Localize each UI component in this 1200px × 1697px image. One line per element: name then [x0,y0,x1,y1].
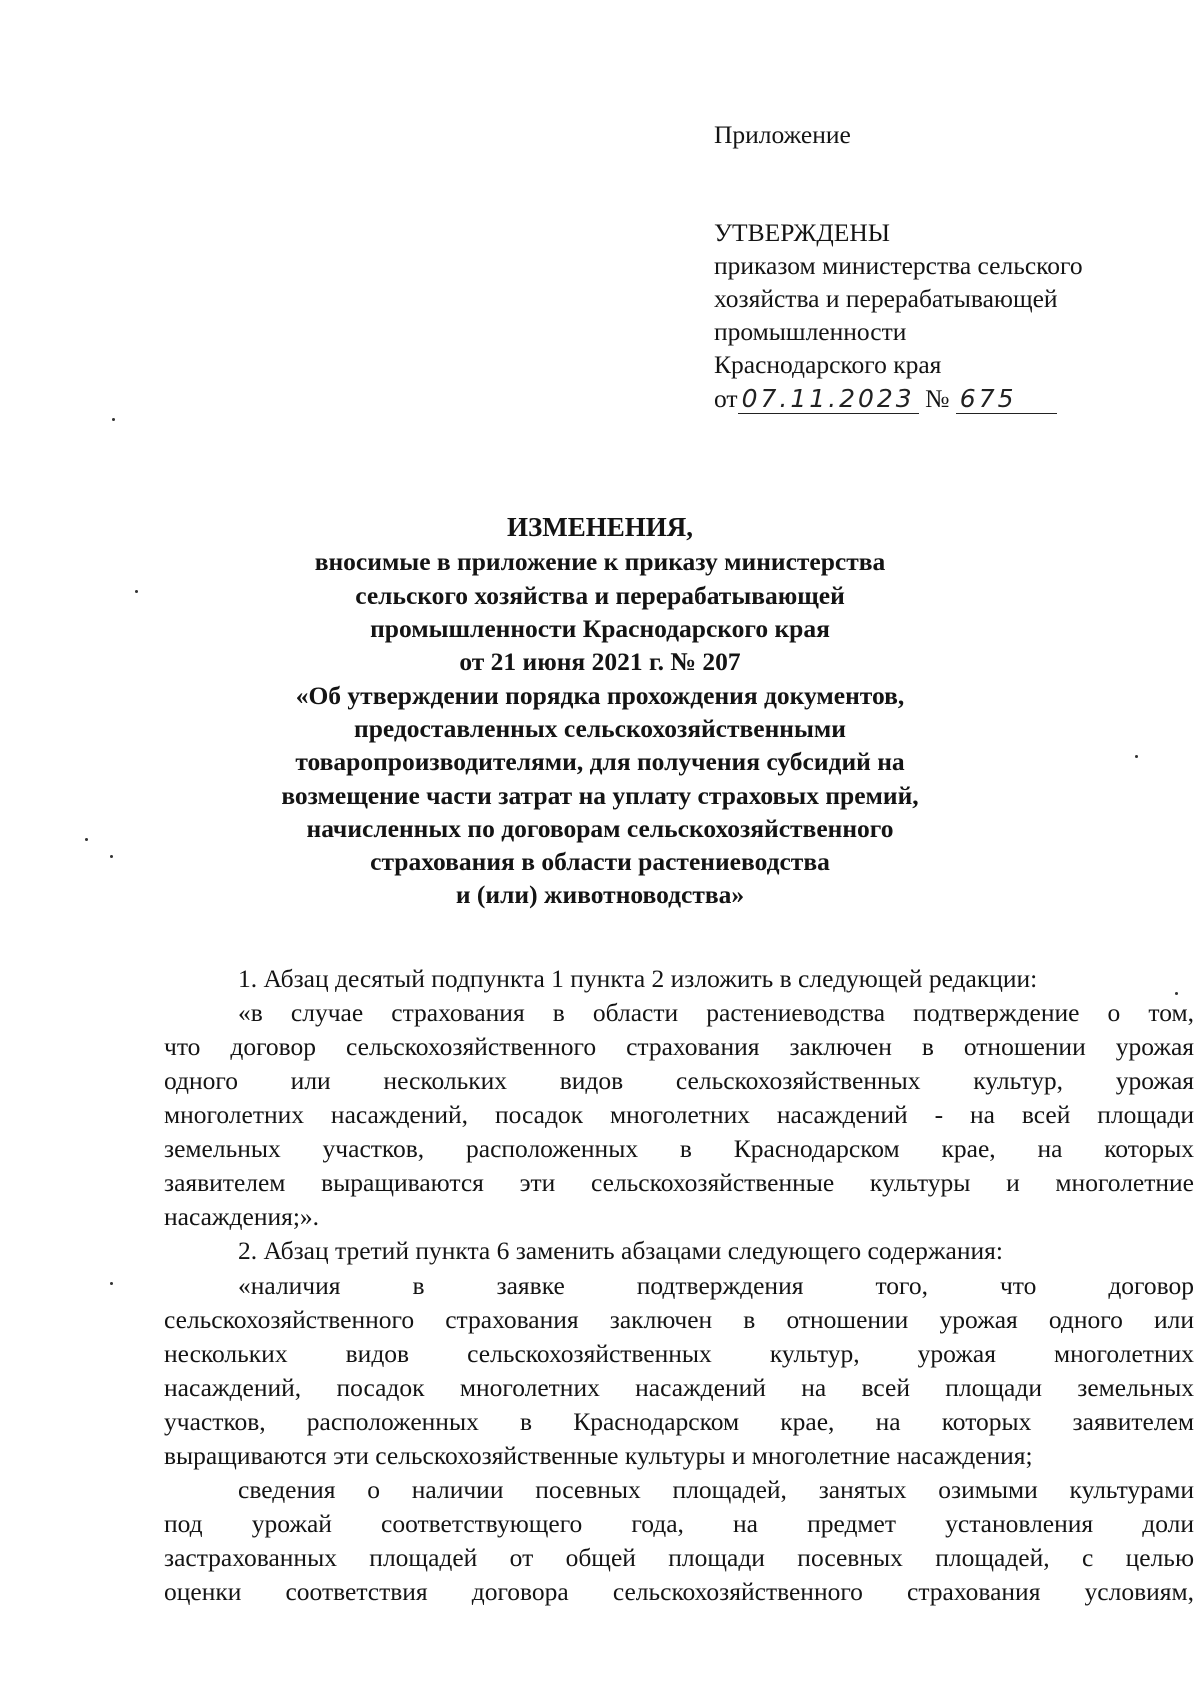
number-prefix: № [925,384,950,413]
title-line: страхования в области растениеводства [370,847,830,876]
approved-label: УТВЕРЖДЕНЫ [714,218,890,247]
title-line: вносимые в приложение к приказу министерства [314,547,886,576]
title-line: промышленности Краснодарского края [370,614,830,643]
body-line: насаждения;». [164,1202,320,1231]
approved-by-line: приказом министерства сельского [714,251,1083,280]
date-prefix: от [714,384,738,413]
body-line: многолетних насаждений, посадок многолетних насаждений - на всей площади [164,1100,1194,1129]
title-line: от 21 июня 2021 г. № 207 [459,647,741,676]
scan-speck [110,855,113,858]
scan-speck [1135,755,1138,758]
body-line: сведения о наличии посевных площадей, занятых озимыми культурами [238,1475,1194,1504]
handwritten-number: 675 [956,385,1057,414]
title-line: возмещение части затрат на уплату страховых премий, [281,781,919,810]
body-line: «в случае страхования в области растениеводства подтверждение о том, [238,998,1194,1027]
approved-by-line: Краснодарского края [714,350,942,379]
approved-by-line: промышленности [714,317,907,346]
appendix-label: Приложение [714,120,851,149]
title-line: и (или) животноводства» [455,880,745,909]
order-date-line [714,383,1057,415]
body-line: сельскохозяйственного страхования заключен в отношении урожая одного или [164,1305,1194,1334]
body-line: заявителем выращиваются эти сельскохозяйственные культуры и многолетние [164,1168,1194,1197]
body-line: нескольких видов сельскохозяйственных культур, урожая многолетних [164,1339,1194,1368]
body-line: застрахованных площадей от общей площади посевных площадей, с целью [164,1543,1194,1572]
body-line: «наличия в заявке подтверждения того, что договор [238,1271,1194,1300]
body-line: одного или нескольких видов сельскохозяйственных культур, урожая [164,1066,1194,1095]
body-line: выращиваются эти сельскохозяйственные культуры и многолетние насаждения; [164,1441,1033,1470]
body-line: что договор сельскохозяйственного страхования заключен в отношении урожая [164,1032,1194,1061]
title-line: товаропроизводителями, для получения субсидий на [295,747,905,776]
scan-speck [85,838,88,841]
body-line: под урожай соответствующего года, на предмет установления доли [164,1509,1194,1538]
title-line: «Об утверждении порядка прохождения документов, [295,681,905,710]
body-line: участков, расположенных в Краснодарском крае, на которых заявителем [164,1407,1194,1436]
scan-speck [110,1282,113,1285]
body-line: земельных участков, расположенных в Краснодарском крае, на которых [164,1134,1194,1163]
scan-speck [112,418,115,421]
handwritten-date: 07.11.2023 [738,385,919,414]
body-line: оценки соответствия договора сельскохозяйственного страхования условиям, [164,1577,1194,1606]
body-line: 1. Абзац десятый подпункта 1 пункта 2 изложить в следующей редакции: [238,964,1038,993]
title-line: начисленных по договорам сельскохозяйственного [306,814,894,843]
body-line: 2. Абзац третий пункта 6 заменить абзацами следующего содержания: [238,1236,1003,1265]
body-line: насаждений, посадок многолетних насаждений на всей площади земельных [164,1373,1194,1402]
approved-by-line: хозяйства и перерабатывающей [714,284,1058,313]
scan-speck [135,590,138,593]
document-heading: ИЗМЕНЕНИЯ, [506,512,693,542]
scan-speck [1175,992,1178,995]
title-line: предоставленных сельскохозяйственными [354,714,846,743]
title-line: сельского хозяйства и перерабатывающей [355,581,845,610]
